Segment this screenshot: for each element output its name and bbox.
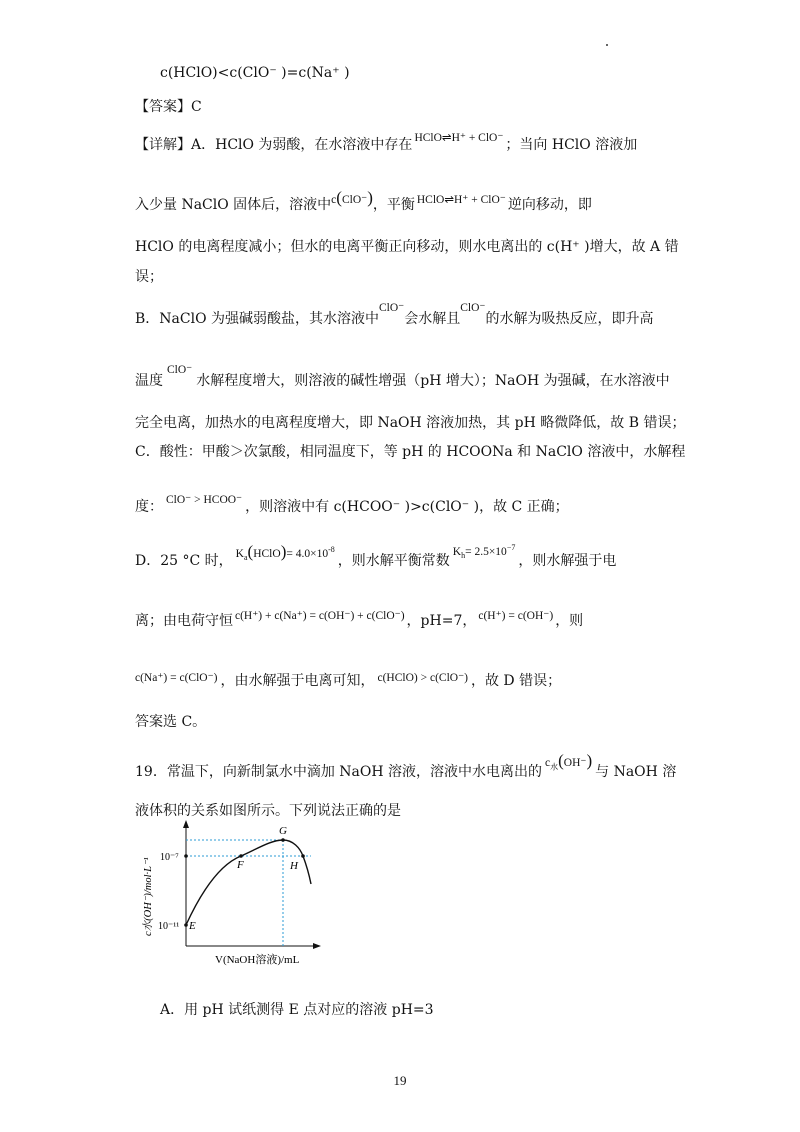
na-clo-formula: c(Na⁺) = c(ClO⁻) [135,672,218,684]
cw-oh-formula: $c_水(OH^-)$ [545,751,593,772]
detail-a-line-3: HClO 的电离程度减小；但水的电离平衡正向移动，则水电离出的 c(H⁺ )增大，故 A 错 [135,239,679,255]
detail-c-line-1: C．酸性：甲酸＞次氯酸，相同温度下，等 pH 的 HCOONa 和 NaClO 溶液中，水解程 [135,444,686,460]
equilibrium-formula-1: HClO⇌H⁺ + ClO⁻ [414,132,504,144]
detail-d-line-2: 离；由电荷守恒 c(H⁺) + c(Na⁺) = c(OH⁻) + c(ClO⁻) ，pH=7， c(H⁺) = c(OH⁻) ，则 [135,612,583,631]
neutral-formula: c(H⁺) = c(OH⁻) [478,610,554,622]
c-clo-formula: c(ClO⁻) [331,188,373,207]
point-f-label: F [237,859,244,871]
detail-d-line-1: D．25 °C 时， $K_a(HClO)= 4.0\times 10^{-8}$，则水解平衡常数$K_h= 2.5\times 10^{-7}$，则水解强于电 [135,549,616,575]
answer-label: 【答案】C [135,99,202,115]
tick-1e-7-marker [184,854,188,858]
clo-formula-2: ClO⁻ [460,302,486,314]
kh-formula: $K_h= 2.5\times 10^{-7}$ [452,543,516,561]
y-axis-arrow [183,820,189,828]
point-e-label: E [189,920,196,932]
detail-a-line-2: 入少量 NaClO 固体后，溶液中c(ClO⁻)，平衡 HClO⇌H⁺ + ClO⁻ 逆向移动，即 [135,188,592,213]
detail-c-line-2: 度： ClO⁻ > HCOO⁻ ，则溶液中有 c(HCOO⁻ )>c(ClO⁻ )，故 C 正确； [135,498,569,517]
oh-curve [186,840,311,925]
page-number: 19 [393,1073,407,1088]
detail-a-line-4: 误； [135,269,163,285]
ka-formula: $K_a(HClO)= 4.0\times 10^{-8}$ [235,541,335,563]
detail-b-line-3: 完全电离，加热水的电离程度增大，即 NaOH 溶液加热，其 pH 略微降低，故 B 错误； [135,415,686,431]
x-axis-arrow [313,943,321,949]
stray-mark [606,44,608,46]
question-19-line-1: 19．常温下，向新制氯水中滴加 NaOH 溶液，溶液中水电离出的$c_水(OH^-)$与 NaOH 溶 [135,751,677,780]
question-19-line-2: 液体积的关系如图所示。下列说法正确的是 [135,803,401,819]
detail-a-line-1: 【详解】A．HClO 为弱酸，在水溶液中存在 HClO⇌H⁺ + ClO⁻ ；当向 HClO 溶液加 [135,136,637,155]
clo-formula-3: ClO⁻ [167,364,193,376]
detail-d-line-3: c(Na⁺) = c(ClO⁻) ，由水解强于电离可知， c(HClO) > c(ClO⁻) ，故 D 错误； [135,672,561,691]
text-line-1: c(HClO)<c(ClO⁻ )=c(Na⁺ ) [160,65,350,81]
y-tick-1e-7: 10⁻⁷ [160,852,179,863]
detail-b-line-1: B．NaClO 为强碱弱酸盐，其水溶液中ClO⁻会水解且ClO⁻的水解为吸热反应，即升高 [135,310,654,329]
point-e-marker [184,923,188,927]
charge-balance-formula: c(H⁺) + c(Na⁺) = c(OH⁻) + c(ClO⁻) [235,610,405,622]
oh-concentration-chart [135,816,335,972]
point-h-marker [301,854,305,858]
point-g-label: G [279,825,287,837]
equilibrium-formula-2: HClO⇌H⁺ + ClO⁻ [416,194,506,206]
point-g-marker [281,838,285,842]
clo-formula-1: ClO⁻ [379,302,405,314]
point-h-label: H [290,860,298,872]
y-tick-1e-11: 10⁻¹¹ [158,921,180,932]
detail-b-line-2: 温度ClO⁻水解程度增大，则溶液的碱性增强（pH 增大）；NaOH 为强碱，在水溶液中 [135,372,670,391]
hclo-clo-formula: c(HClO) > c(ClO⁻) [377,672,468,684]
answer-selection: 答案选 C。 [135,714,207,730]
x-axis-label: V(NaOH溶液)/mL [215,954,300,966]
option-a: A．用 pH 试纸测得 E 点对应的溶液 pH=3 [160,1002,434,1018]
point-f-marker [239,854,243,858]
y-axis-label: c水(OH⁻)/mol·L⁻¹ [143,857,154,936]
comparison-formula: ClO⁻ > HCOO⁻ [166,494,243,506]
